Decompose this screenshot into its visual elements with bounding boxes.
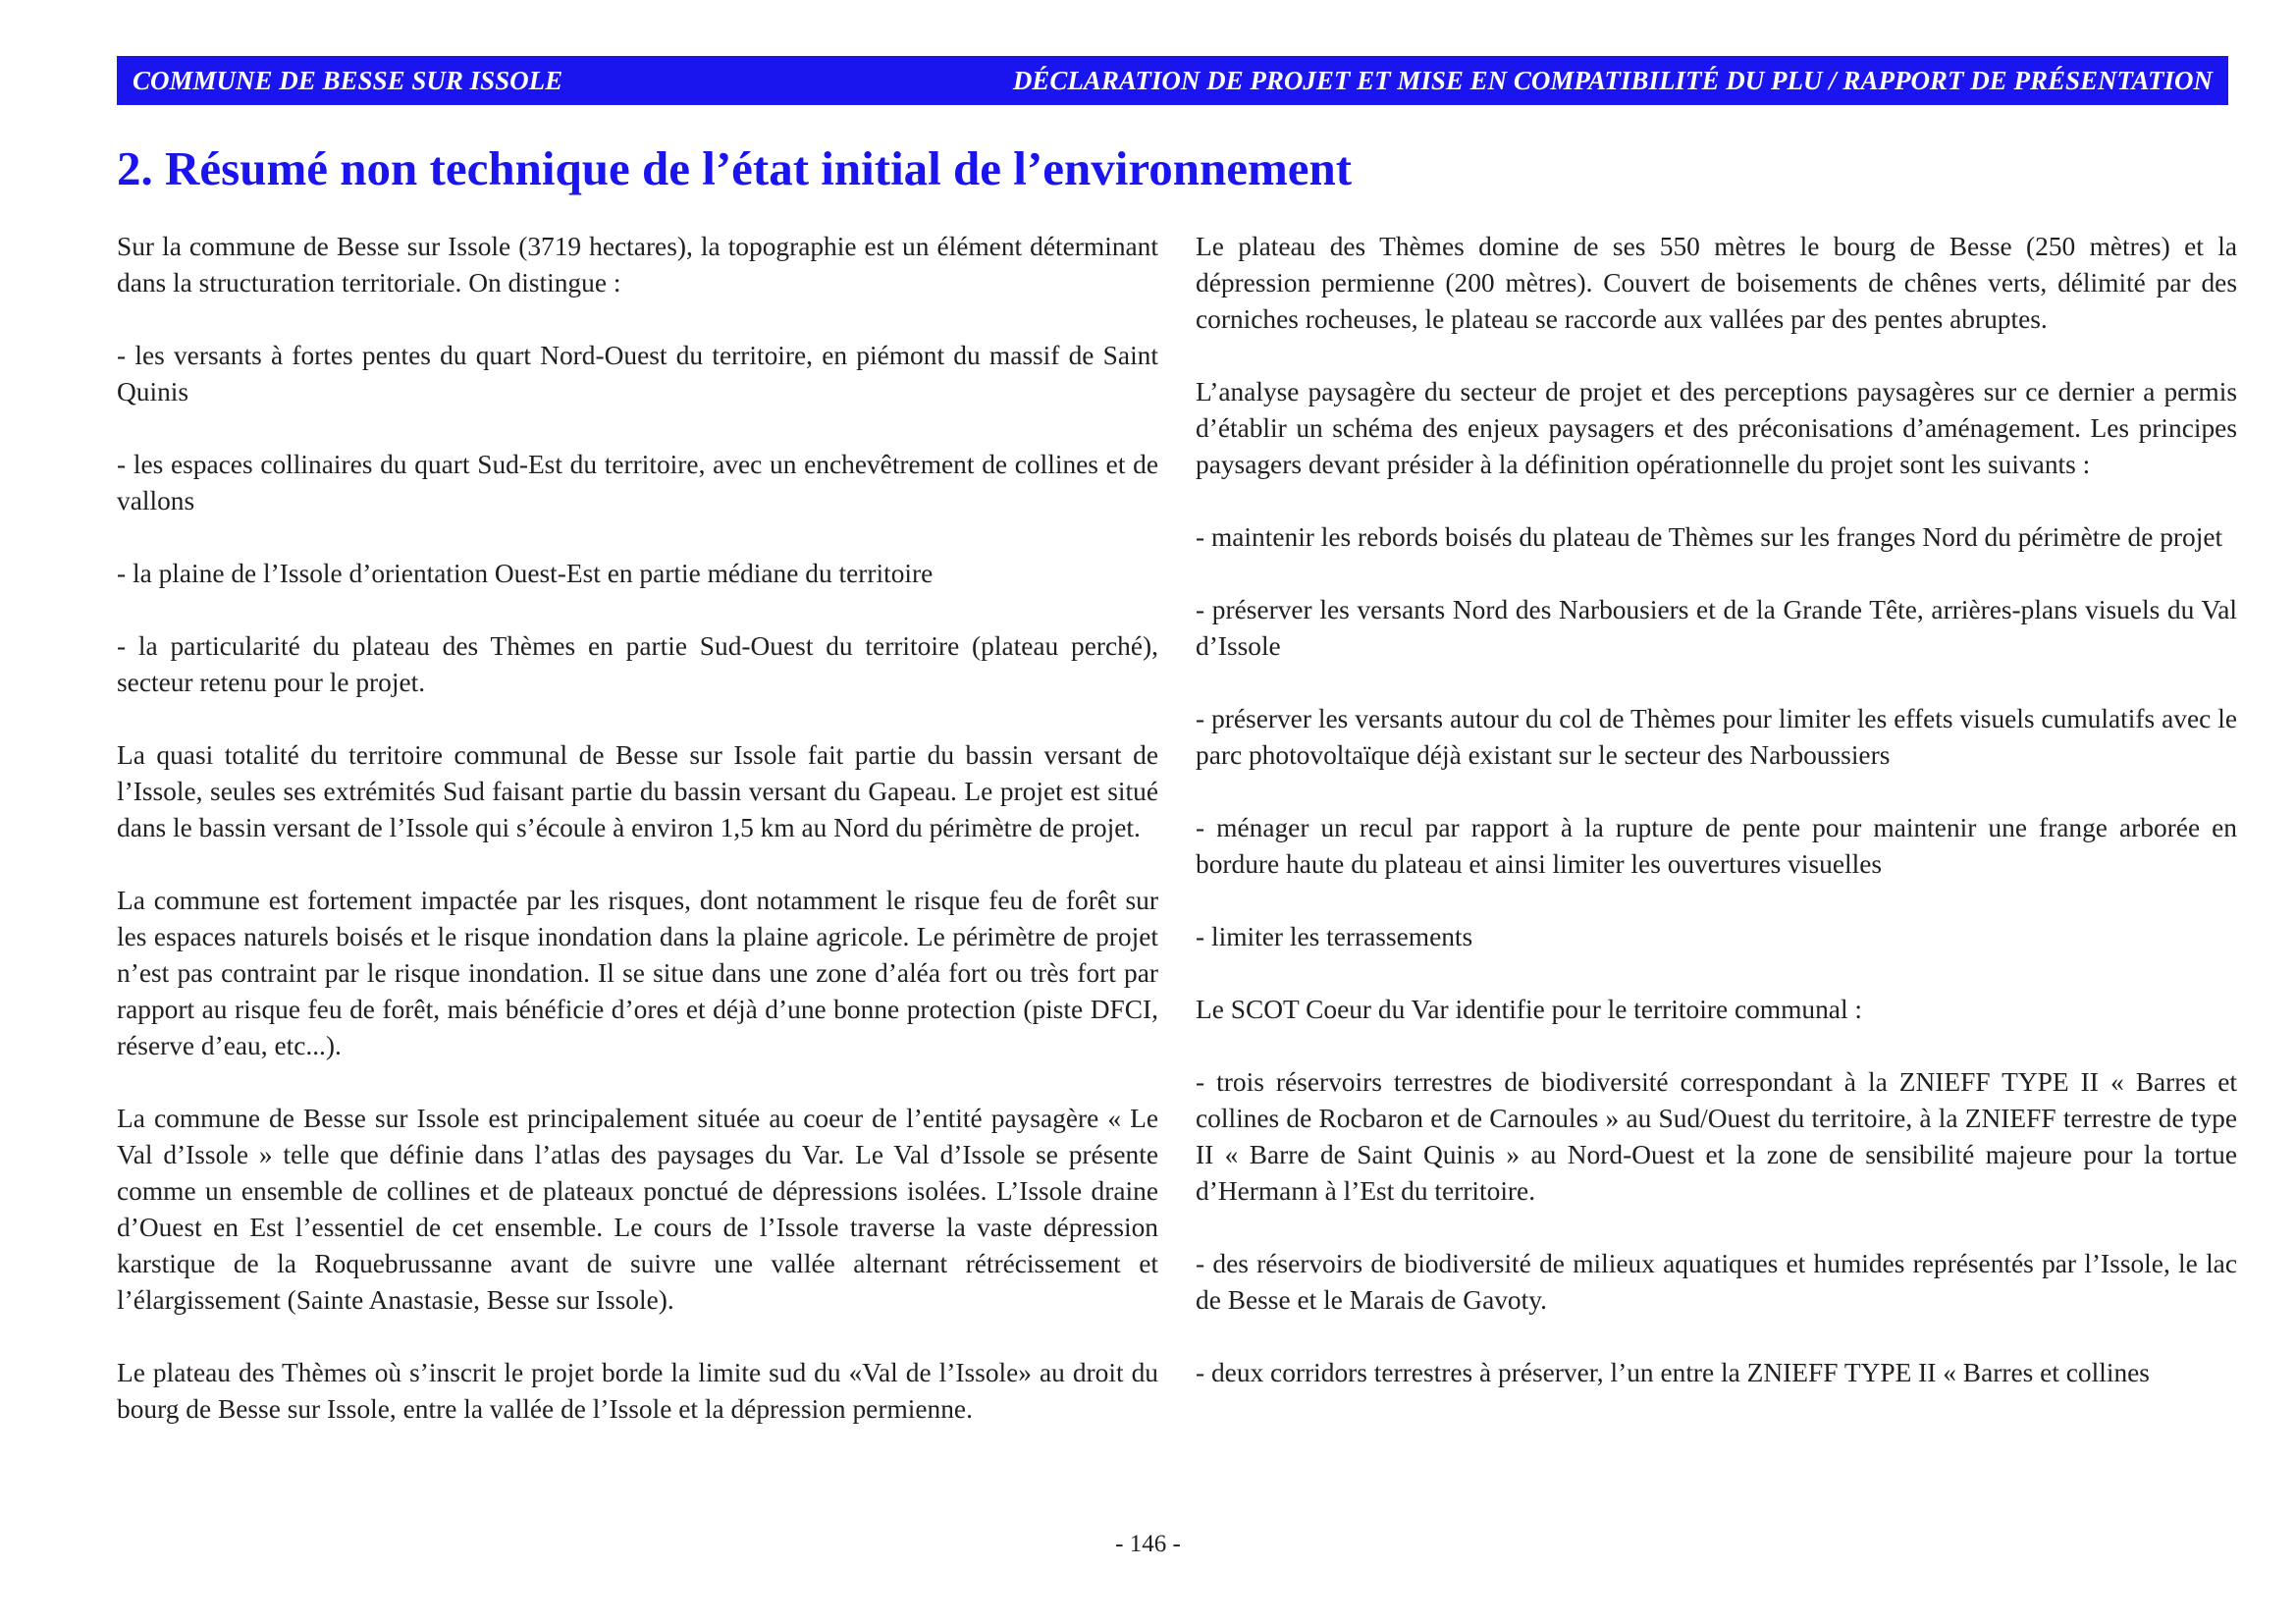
paragraph: La commune est fortement impactée par les risques, dont notamment le risque feu de forêt sur les espaces naturels boisés et le risque inondation dans la plaine agricole. Le périmètre de projet n’est pas contraint par le risque inondation. Il se situe dans une zone d’aléa fort ou très fort par rapport au risque feu de forêt, mais bénéficie d’ores et déjà d’une bonne protection (piste DFCI, réserve d’eau, etc...). (117, 886, 1158, 1060)
paragraph: - trois réservoirs terrestres de biodiversité correspondant à la ZNIEFF TYPE II « Barres et collines de Rocbaron et de Carnoules » au Sud/Ouest du territoire, à la ZNIEFF terrestre de type II « Barre de Saint Quinis » au Nord-Ouest et la zone de sensibilité majeure pour la tortue d’Hermann à l’Est du territoire. (1196, 1067, 2237, 1206)
paragraph: - ménager un recul par rapport à la rupture de pente pour maintenir une frange arborée en bordure haute du plateau et ainsi limiter les ouvertures visuelles (1196, 813, 2237, 879)
paragraph: Sur la commune de Besse sur Issole (3719 hectares), la topographie est un élément déterminant dans la structuration territoriale. On distingue : (117, 232, 1158, 298)
paragraph: - deux corridors terrestres à préserver, l’un entre la ZNIEFF TYPE II « Barres et collines (1196, 1358, 2150, 1387)
paragraph: - des réservoirs de biodiversité de milieux aquatiques et humides représentés par l’Issole, le lac de Besse et le Marais de Gavoty. (1196, 1249, 2237, 1315)
header-band (117, 56, 2228, 105)
paragraph: - la particularité du plateau des Thèmes en partie Sud-Ouest du territoire (plateau perché), secteur retenu pour le projet. (117, 631, 1158, 697)
page-number: - 146 - (1115, 1531, 1181, 1557)
paragraph: - les espaces collinaires du quart Sud-Est du territoire, avec un enchevêtrement de collines et de vallons (117, 450, 1158, 515)
paragraph: - la plaine de l’Issole d’orientation Ouest-Est en partie médiane du territoire (117, 559, 934, 588)
paragraph: - les versants à fortes pentes du quart Nord-Ouest du territoire, en piémont du massif de Saint Quinis (117, 341, 1158, 406)
paragraph: - maintenir les rebords boisés du plateau de Thèmes sur les franges Nord du périmètre de projet (1196, 522, 2223, 552)
paragraph: Le plateau des Thèmes domine de ses 550 mètres le bourg de Besse (250 mètres) et la dépression permienne (200 mètres). Couvert de boisements de chênes verts, délimité par des corniches rocheuses, le plateau se raccorde aux vallées par des pentes abruptes. (1196, 232, 2237, 334)
section-title: 2. Résumé non technique de l’état initial de l’environnement (117, 141, 1353, 195)
paragraph: Le plateau des Thèmes où s’inscrit le projet borde la limite sud du «Val de l’Issole» au droit du bourg de Besse sur Issole, entre la vallée de l’Issole et la dépression permienne. (117, 1358, 1158, 1424)
paragraph: - limiter les terrassements (1196, 922, 1473, 951)
header-commune: COMMUNE DE BESSE SUR ISSOLE (133, 66, 563, 95)
right-column (1196, 229, 2237, 1428)
paragraph: - préserver les versants Nord des Narbousiers et de la Grande Tête, arrières-plans visuels du Val d’Issole (1196, 595, 2237, 661)
paragraph: La commune de Besse sur Issole est principalement située au coeur de l’entité paysagère « Le Val d’Issole » telle que définie dans l’atlas des paysages du Var. Le Val d’Issole se présente comme un ensemble de collines et de plateaux ponctué de dépressions isolées. L’Issole draine d’Ouest en Est l’essentiel de cet ensemble. Le cours de l’Issole traverse la vaste dépression karstique de la Roquebrussanne avant de suivre une vallée alternant rétrécissement et l’élargissement (Sainte Anastasie, Besse sur Issole). (117, 1104, 1158, 1315)
paragraph: - préserver les versants autour du col de Thèmes pour limiter les effets visuels cumulatifs avec le parc photovoltaïque déjà existant sur le secteur des Narboussiers (1196, 704, 2237, 770)
left-column (117, 229, 1158, 1464)
paragraph: La quasi totalité du territoire communal de Besse sur Issole fait partie du bassin versant de l’Issole, seules ses extrémités Sud faisant partie du bassin versant du Gapeau. Le projet est situé dans le bassin versant de l’Issole qui s’écoule à environ 1,5 km au Nord du périmètre de projet. (117, 740, 1158, 842)
paragraph: L’analyse paysagère du secteur de projet et des perceptions paysagères sur ce dernier a permis d’établir un schéma des enjeux paysagers et des préconisations d’aménagement. Les principes paysagers devant présider à la définition opérationnelle du projet sont les suivants : (1196, 377, 2237, 479)
paragraph: Le SCOT Coeur du Var identifie pour le territoire communal : (1196, 995, 1863, 1024)
header-report-title: DÉCLARATION DE PROJET ET MISE EN COMPATIBILITÉ DU PLU / RAPPORT DE PRÉSENTATION (1012, 66, 2213, 95)
